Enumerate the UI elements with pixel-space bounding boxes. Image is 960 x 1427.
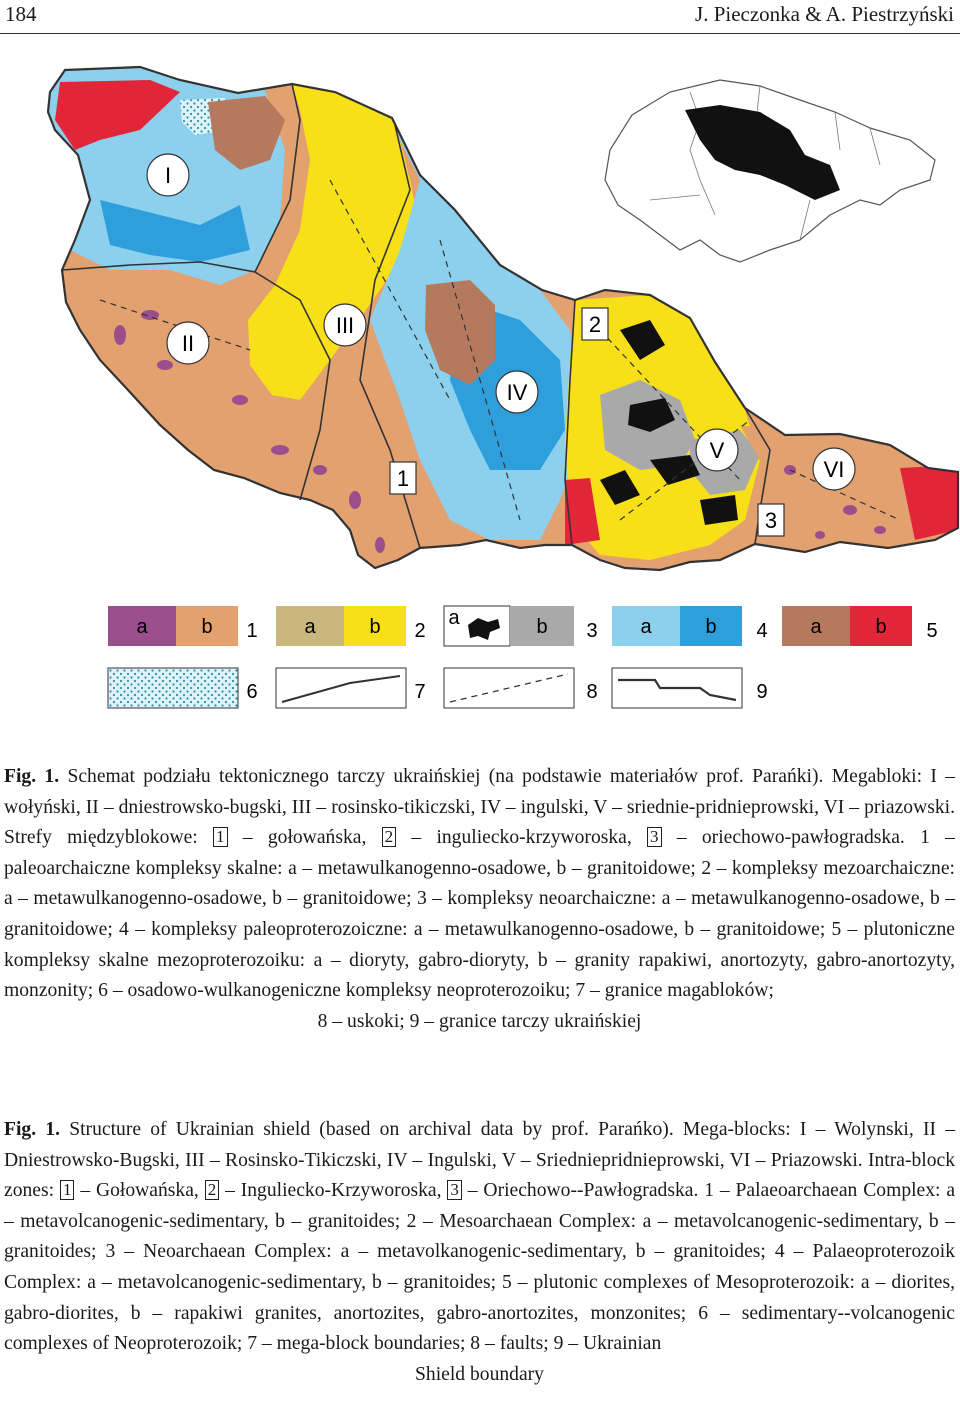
- legend-6-swatch: [108, 668, 238, 708]
- legend-num-1: 1: [246, 620, 258, 642]
- legend-3b-letter: b: [536, 616, 548, 638]
- page-header: [0, 0, 960, 34]
- caption-en-zone-1-text: – Gołowańska,: [80, 1180, 199, 1202]
- caption-en-text-2: – Oriechowo--Pawłogradska. 1 – Palaeoarchaean Complex: a – metavolcanogenic-sedimentary, b – granitoides; 2 – Mesoarchaean Complex: a – metavolcanogenic-sedimentary, b – granitoides; 3 – Neoarchaean Complex: a – metavolkanogenic-sedimentary, b – granitoides; 4 – Palaeoproterozoik Complex: a – metavolcanogenic-sedimentary, b – granitoides; 5 – plutonic complexes of Mesoproterozoik: a – diorites, gabro-diorites, b – rapakiwi granites, anortozites, gabro-anortozites, monzonites; 6 – sedimentary--volcanogenic complexes of Neoproterozoik; 7 – mega-block boundaries; 8 – faults; 9 – Ukrainian: [4, 1180, 956, 1355]
- legend-2a-letter: a: [304, 616, 316, 638]
- caption-pl-zone-1-text: – gołowańska,: [242, 827, 367, 849]
- region-V-black5: [700, 495, 738, 525]
- zone-label-3: 3: [764, 508, 778, 533]
- legend-3a-letter: a: [448, 607, 460, 629]
- caption-pl-zone-2: 2: [382, 827, 397, 847]
- legend-5a-letter: a: [810, 616, 822, 638]
- legend-4b-letter: b: [705, 616, 717, 638]
- megablock-label-V: V: [709, 438, 725, 463]
- legend-5b-letter: b: [875, 616, 887, 638]
- caption-pl-zone-1: 1: [213, 827, 228, 847]
- caption-en-zone-2-text: – Inguliecko-Krzyworoska,: [225, 1180, 442, 1202]
- ukraine-inset-map: [605, 80, 935, 262]
- legend-num-9: 9: [756, 681, 768, 703]
- page-number: 184: [5, 2, 37, 26]
- caption-pl-text-3: 8 – uskoki; 9 – granice tarczy ukraińskiej: [317, 1010, 642, 1032]
- legend-num-6: 6: [246, 681, 258, 703]
- caption-en-zone-1: 1: [60, 1180, 75, 1200]
- caption-pl-text-2: – oriechowo-pawłogradska. 1 – paleoarchaiczne kompleksy skalne: a – metawulkanogenno-osadowe, b – granitoidowe; 2 – kompleksy mezoarchaiczne: a – metawulkanogenno-osadowe, b – granitoidowe; 3 – kompleksy neoarchaiczne: a – metawulkanogenno-osadowe, b – granitoidowe; 4 – kompleksy paleoproterozoiczne: a – metawulkanogenno-osadowe, b – granitoidowe; 5 – plutoniczne kompleksy skalne mezoproterozoiku: a – dioryty, gabro-dioryty, b – granity rapakiwi, anortozyty, gabro-anortozyty, monzonity; 6 – osadowo-wulkanogeniczne kompleksy neoproterozoiku; 7 – granice magabloków;: [4, 827, 955, 1002]
- legend-num-3: 3: [586, 620, 598, 642]
- legend-1b-letter: b: [201, 616, 213, 638]
- caption-polish: [4, 762, 955, 1037]
- caption-en-text-1: Structure of Ukrainian shield (based on archival data by prof. Parańko). Mega-blocks: I – Wolynski, II – Dniestrowsko-Bugski, III – Rosinsko-Tikiczski, IV – Ingulski, V – Sriedniepridnieprowski, VI – Priazowski. Intra-block zones:: [4, 1119, 956, 1202]
- caption-pl-fig-number: Fig. 1.: [4, 766, 60, 787]
- figure: [0, 40, 960, 720]
- caption-en-fig-number: Fig. 1.: [4, 1119, 61, 1140]
- legend-num-7: 7: [414, 681, 426, 703]
- legend: [108, 606, 938, 708]
- tectonic-map: [0, 40, 960, 720]
- megablock-label-I: I: [164, 163, 172, 188]
- caption-pl-zone-3: 3: [647, 827, 662, 847]
- megablock-label-II: II: [181, 331, 195, 356]
- legend-4a-letter: a: [640, 616, 652, 638]
- caption-english: [4, 1115, 955, 1390]
- legend-2b-letter: b: [369, 616, 381, 638]
- running-head: J. Pieczonka & A. Piestrzyński: [695, 2, 954, 26]
- legend-num-8: 8: [586, 681, 598, 703]
- legend-7-swatch: [276, 668, 406, 708]
- legend-num-5: 5: [926, 620, 938, 642]
- megablock-label-III: III: [335, 313, 355, 338]
- caption-en-text-3: Shield boundary: [415, 1363, 544, 1385]
- legend-1a-letter: a: [136, 616, 148, 638]
- caption-en-zone-3: 3: [447, 1180, 462, 1200]
- zone-label-2: 2: [588, 312, 602, 337]
- caption-pl-text-1: Schemat podziału tektonicznego tarczy ukraińskiej (na podstawie materiałów prof. Parańki). Megabloki: I – wołyński, II – dniestrowsko-bugski, III – rosinsko-tikiczski, IV – ingulski, V – sriednie-pridnieprowski, VI – priazowski. Strefy międzyblokowe:: [4, 766, 955, 849]
- megablock-label-VI: VI: [823, 457, 845, 482]
- zone-label-1: 1: [396, 466, 410, 491]
- legend-num-2: 2: [414, 620, 426, 642]
- caption-pl-zone-2-text: – inguliecko-krzyworoska,: [411, 827, 632, 849]
- megablock-label-IV: IV: [506, 380, 528, 405]
- caption-en-zone-2: 2: [205, 1180, 220, 1200]
- legend-num-4: 4: [756, 620, 768, 642]
